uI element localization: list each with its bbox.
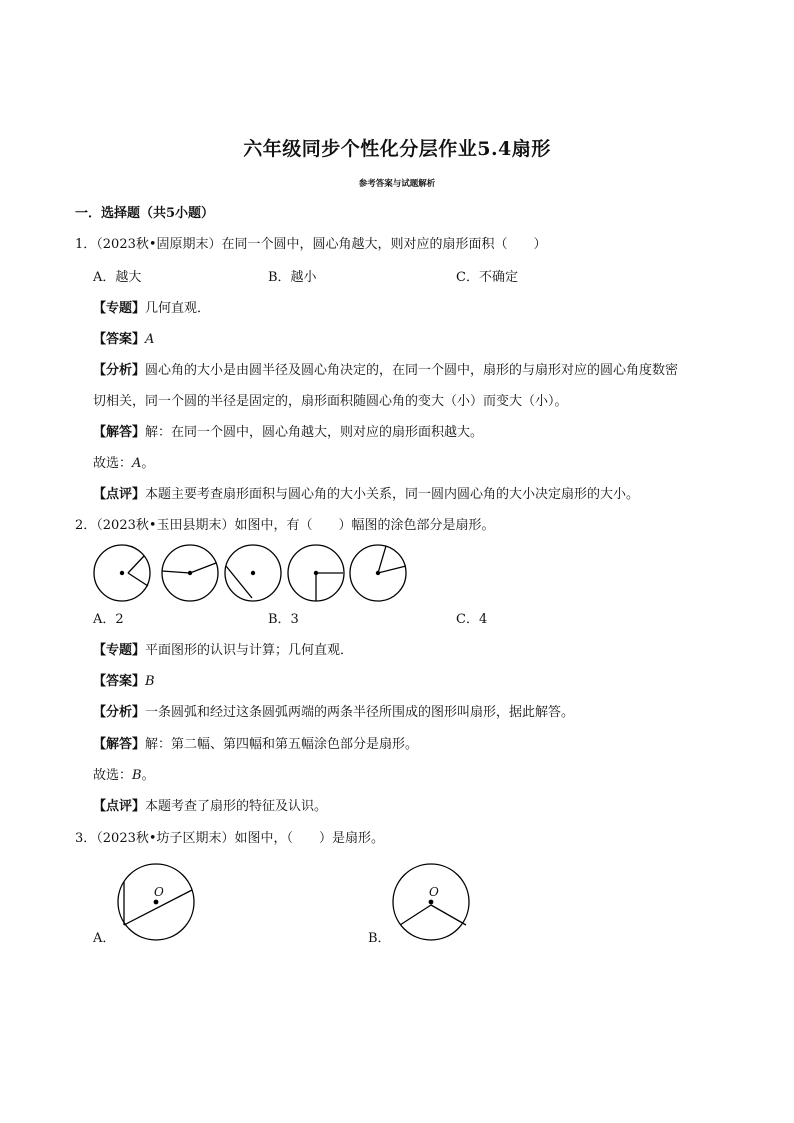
q2-answer [93, 674, 155, 690]
q1-comment-text: 本题主要考查扇形面积与圆心角的大小关系，同一圆内圆心角的大小决定扇形的大小。 [145, 487, 640, 502]
q2-figure-5 [350, 545, 406, 601]
q2-solution-text: 解：第二幅、第四幅和第五幅涂色部分是扇形。 [145, 737, 419, 752]
q3-figure-a [118, 864, 194, 940]
q1-solution-tag: 【解答】 [93, 425, 146, 440]
q2-answer-tag: 【答案】 [93, 674, 146, 689]
q2-analysis-text: 一条圆弧和经过这条圆弧两端的两条半径所围成的图形叫扇形，据此解答。 [145, 705, 575, 720]
q3-stem: 3．（2023秋•坊子区期末）如图中，（ ）是扇形。 [75, 831, 385, 846]
q1-choice-end: 。 [141, 456, 155, 471]
q2-analysis-tag: 【分析】 [93, 705, 146, 720]
q2-topic [93, 643, 353, 659]
q1-option-c: C．不确定 [456, 270, 518, 285]
section-heading: 一．选择题（共5小题） [75, 206, 215, 221]
q2-topic-text: 平面图形的认识与计算；几何直观． [145, 643, 354, 658]
q1-analysis-line2: 切相关，同一个圆的半径是固定的，扇形面积随圆心角的变大（小）而变大（小）。 [93, 394, 568, 409]
q2-option-c: C．4 [456, 612, 488, 627]
q1-answer-text: A [145, 332, 155, 347]
q2-choice-value: B [132, 768, 142, 783]
q1-option-a: A．越大 [93, 270, 142, 285]
q2-comment [93, 799, 327, 815]
q1-stem: 1．（2023秋•固原期末）在同一个圆中，圆心角越大，则对应的扇形面积（ ） [75, 237, 547, 252]
q2-solution [93, 737, 418, 753]
q3-center-label-a: O [154, 885, 164, 899]
q1-choice-label: 故选： [93, 456, 133, 471]
q3-option-b: B． [368, 931, 391, 946]
page-title: 六年级同步个性化分层作业5.4扇形 [243, 138, 551, 160]
q3-option-a: A． [93, 931, 116, 946]
q1-option-b: B．越小 [268, 270, 317, 285]
q2-topic-tag: 【专题】 [93, 643, 146, 658]
q1-solution-text: 解：在同一个圆中，圆心角越大，则对应的扇形面积越大。 [145, 425, 484, 440]
q2-comment-tag: 【点评】 [93, 799, 146, 814]
q2-answer-text: B [145, 674, 155, 689]
q2-choice-end: 。 [141, 768, 155, 783]
q1-analysis-text1: 圆心角的大小是由圆半径及圆心角决定的，在同一个圆中，扇形的与扇形对应的圆心角度数密 [145, 363, 679, 378]
q2-choice [93, 768, 155, 784]
q2-stem: 2．（2023秋•玉田县期末）如图中，有（ ）幅图的涂色部分是扇形。 [75, 518, 495, 533]
q1-comment-tag: 【点评】 [93, 487, 146, 502]
q2-choice-label: 故选： [93, 768, 133, 783]
q2-option-b: B．3 [268, 612, 299, 627]
q2-analysis [93, 705, 574, 721]
q2-option-a: A．2 [93, 612, 124, 627]
q1-choice-value: A [132, 456, 142, 471]
q2-figure-2 [162, 545, 218, 601]
q2-comment-text: 本题考查了扇形的特征及认识。 [145, 799, 328, 814]
page-subtitle: 参考答案与试题解析 [358, 179, 436, 189]
q1-answer-tag: 【答案】 [93, 332, 146, 347]
q1-topic-text: 几何直观． [145, 301, 211, 316]
q3-center-label-b: O [429, 885, 439, 899]
q2-figure-1 [94, 545, 150, 601]
q1-analysis-tag: 【分析】 [93, 363, 146, 378]
q2-figure-4 [288, 545, 344, 601]
q2-figure-3 [225, 545, 281, 601]
q2-solution-tag: 【解答】 [93, 737, 146, 752]
q3-figure-b [393, 864, 469, 940]
q1-topic-tag: 【专题】 [93, 301, 146, 316]
